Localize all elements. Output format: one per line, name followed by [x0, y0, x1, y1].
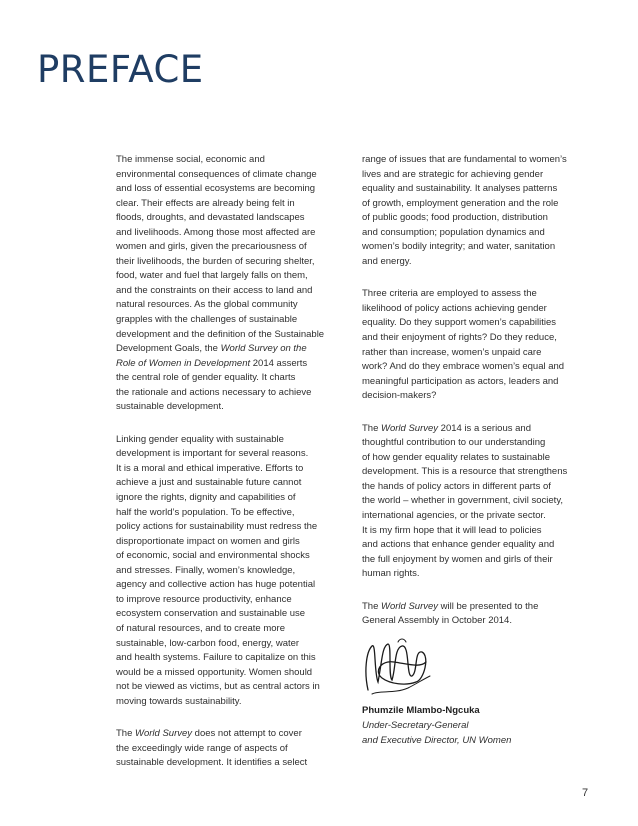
- page-number: 7: [582, 787, 589, 799]
- text-segment: The: [362, 422, 382, 434]
- text-line: the exceedingly wide range of aspects of: [116, 742, 288, 754]
- text-line: lives and are strategic for achieving gender: [362, 168, 544, 180]
- text-line: equality. Do they support women’s capabilities: [362, 317, 556, 329]
- text-line: human rights.: [362, 568, 420, 580]
- text-line: [116, 342, 348, 357]
- text-line: floods, droughts, and devastated landscapes: [116, 212, 305, 224]
- text-line: moving towards sustainability.: [116, 695, 242, 707]
- text-line: decision-makers?: [362, 390, 437, 402]
- text-line: achieve a just and sustainable future cannot: [116, 477, 302, 489]
- text-line: of economic, social and environmental shocks: [116, 550, 310, 562]
- text-line: clear. Their effects are already being felt in: [116, 197, 295, 209]
- publication-title: World Survey: [381, 600, 439, 612]
- text-line: development and the definition of the Sustainable: [116, 328, 325, 340]
- paragraph: [362, 153, 602, 269]
- text-line: equality and sustainability. It analyses patterns: [362, 183, 558, 195]
- text-line: of growth, employment generation and the role: [362, 197, 559, 209]
- publication-title: World Survey: [135, 728, 193, 740]
- page-title: PREFACE: [37, 48, 204, 91]
- text-line: agency and collective action has huge potential: [116, 579, 316, 591]
- text-line: food, water and fuel that largely falls on them,: [116, 270, 308, 282]
- text-line: thoughtful contribution to our understanding: [362, 437, 546, 449]
- signatory-name: Phumzile Mlambo-Ngcuka: [362, 705, 480, 716]
- text-line: meaningful participation as actors, leaders and: [362, 375, 559, 387]
- text-line: and loss of essential ecosystems are becoming: [116, 183, 316, 195]
- paragraph: [116, 433, 348, 709]
- text-line: development is important for several reasons.: [116, 448, 309, 460]
- text-line: development. This is a resource that strengthens: [362, 466, 568, 478]
- signatory-title: Under-Secretary-General: [362, 720, 469, 731]
- text-line: and actions that enhance gender equality and: [362, 539, 555, 551]
- text-line: The immense social, economic and: [116, 154, 265, 165]
- text-segment: The: [362, 600, 382, 612]
- text-segment: 2014 is a serious and: [438, 422, 531, 434]
- text-line: of how gender equality relates to sustainable: [362, 451, 551, 463]
- text-line: international agencies, or the private sector.: [362, 510, 546, 522]
- text-line: Linking gender equality with sustainable: [116, 433, 284, 445]
- paragraph: [362, 600, 602, 629]
- paragraph: [362, 422, 602, 582]
- text-line: their livelihoods, the burden of securing shelter,: [116, 255, 315, 267]
- text-line: [116, 357, 348, 372]
- text-line: [362, 422, 602, 437]
- text-line: environmental consequences of climate change: [116, 168, 317, 180]
- publication-title: World Survey on the: [220, 343, 307, 355]
- text-line: ecosystem conservation and sustainable use: [116, 608, 306, 620]
- text-line: sustainable development.: [116, 401, 224, 413]
- text-line: grapples with the challenges of sustainable: [116, 314, 298, 326]
- text-line: the hands of policy actors in different parts of: [362, 480, 551, 492]
- text-line: not be viewed as victims, but as central actors in: [116, 681, 320, 693]
- publication-title: Role of Women in Development: [116, 357, 251, 369]
- text-line: work? And do they embrace women’s equal and: [362, 361, 565, 373]
- text-line: It is my firm hope that it will lead to policies: [362, 524, 542, 536]
- text-line: the full enjoyment by women and girls of their: [362, 553, 553, 565]
- text-line: [116, 727, 348, 742]
- text-segment: 2014 asserts: [250, 357, 308, 369]
- text-line: women’s bodily integrity; and water, sanitation: [362, 241, 556, 253]
- text-line: natural resources. As the global community: [116, 299, 298, 311]
- left-column: [116, 153, 348, 789]
- text-line: It is a moral and ethical imperative. Efforts to: [116, 462, 304, 474]
- text-line: would be a missed opportunity. Women should: [116, 666, 313, 678]
- text-line: women and girls, given the precariousness of: [116, 241, 307, 253]
- text-line: and the constraints on their access to land and: [116, 284, 313, 296]
- text-line: of public goods; food production, distribution: [362, 212, 548, 224]
- text-line: policy actions for sustainability must redress the: [116, 521, 318, 533]
- text-segment: will be presented to the: [438, 600, 539, 612]
- text-line: of natural resources, and to create more: [116, 622, 285, 634]
- text-line: and energy.: [362, 255, 412, 267]
- text-line: disproportionate impact on women and girls: [116, 535, 300, 547]
- text-segment: does not attempt to cover: [192, 728, 302, 740]
- text-line: and stresses. Finally, women’s knowledge,: [116, 564, 296, 576]
- text-line: General Assembly in October 2014.: [362, 615, 512, 627]
- right-column: [362, 153, 602, 647]
- text-line: range of issues that are fundamental to women’s: [362, 154, 567, 165]
- text-segment: Development Goals, the: [116, 343, 221, 355]
- text-line: half the world’s population. To be effective,: [116, 506, 295, 518]
- text-line: [362, 600, 602, 615]
- handwritten-signature: [360, 632, 440, 700]
- text-line: the world – whether in government, civil society,: [362, 495, 563, 507]
- signatory-title: and Executive Director, UN Women: [362, 735, 512, 746]
- text-line: ignore the rights, dignity and capabilities of: [116, 492, 296, 504]
- text-line: the rationale and actions necessary to achieve: [116, 386, 312, 398]
- text-line: and consumption; population dynamics and: [362, 226, 545, 238]
- text-line: and their enjoyment of rights? Do they reduce,: [362, 332, 557, 344]
- text-line: sustainable, low-carbon food, energy, water: [116, 637, 300, 649]
- paragraph: [116, 727, 348, 771]
- text-line: the central role of gender equality. It charts: [116, 372, 296, 384]
- paragraph: [362, 287, 602, 403]
- text-line: rather than increase, women’s unpaid care: [362, 346, 542, 358]
- paragraph: [116, 153, 348, 415]
- text-line: Three criteria are employed to assess the: [362, 288, 537, 300]
- text-line: sustainable development. It identifies a select: [116, 757, 308, 769]
- text-line: and health systems. Failure to capitalize on this: [116, 652, 316, 664]
- text-line: to improve resource productivity, enhance: [116, 593, 292, 605]
- publication-title: World Survey: [381, 422, 439, 434]
- text-segment: The: [116, 728, 136, 740]
- text-line: likelihood of policy actions achieving gender: [362, 302, 547, 314]
- text-line: and livelihoods. Among those most affected are: [116, 226, 316, 238]
